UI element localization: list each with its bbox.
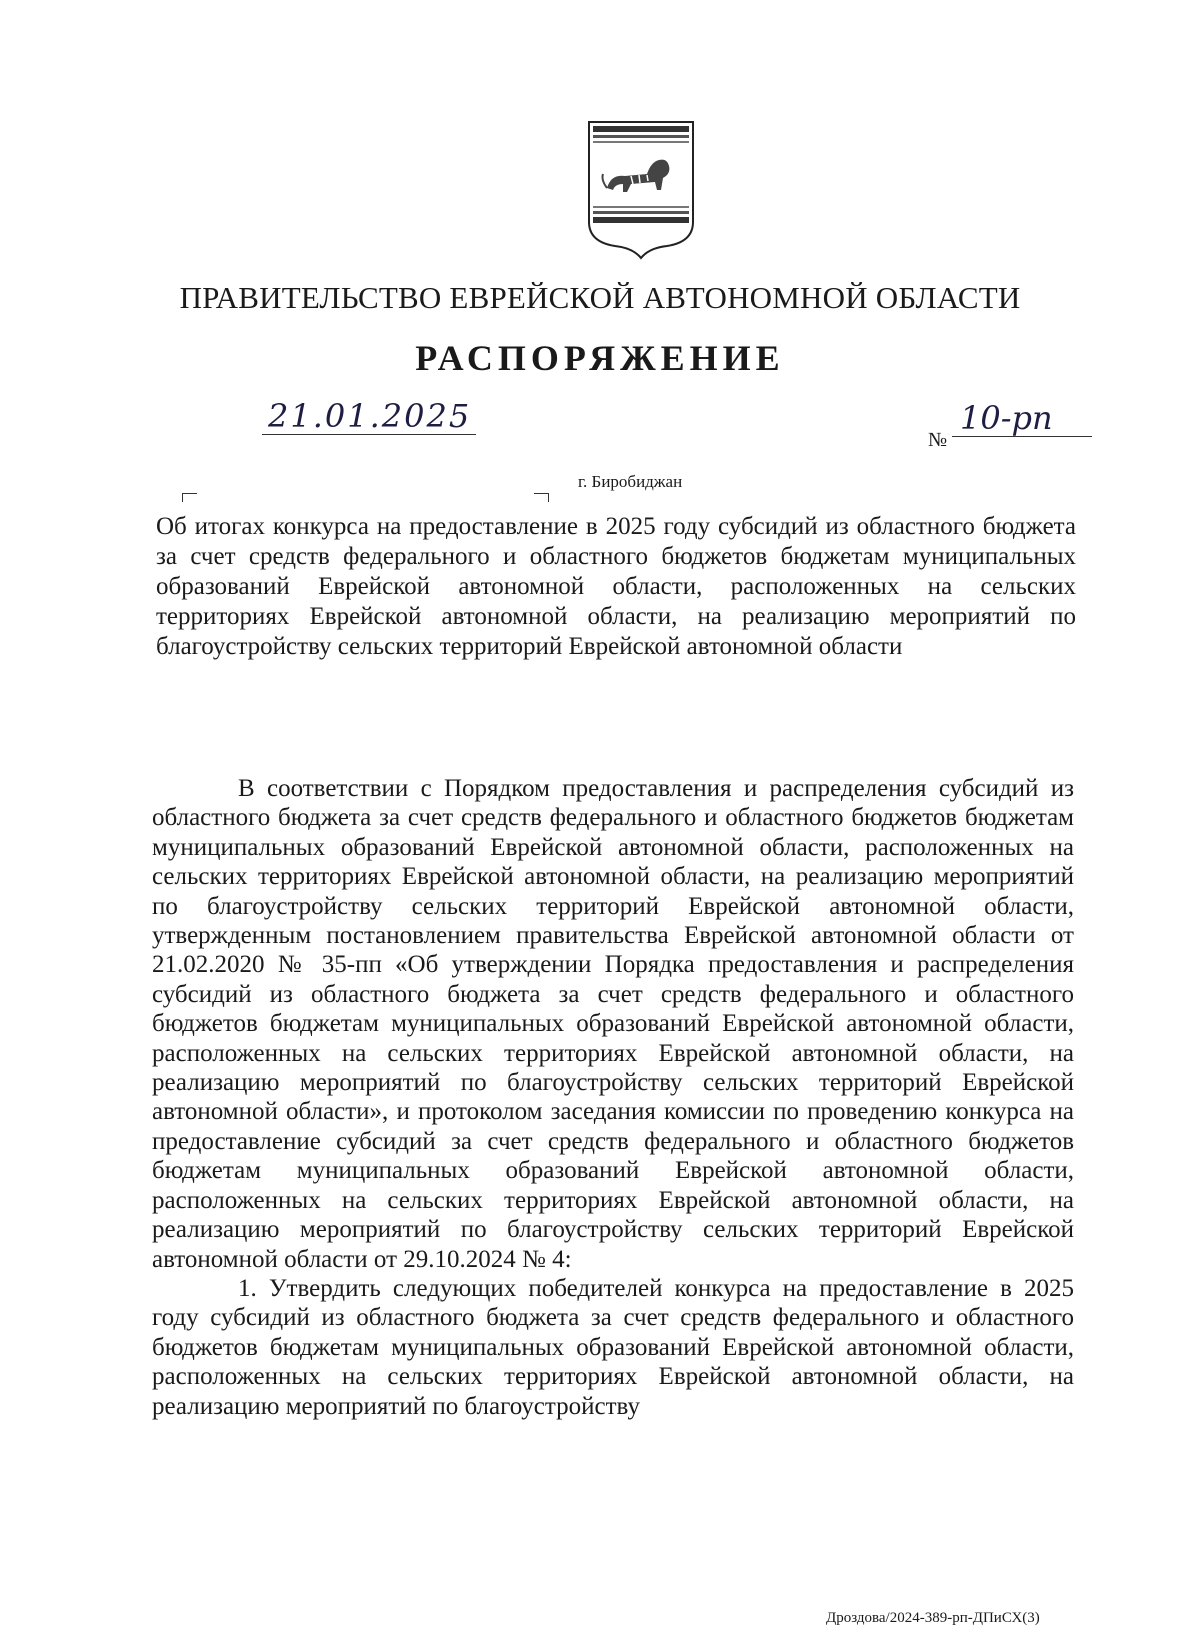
- document-subject: Об итогах конкурса на предоставление в 2025 году субсидий из областного бюджета за счет средств федерального и областного бюджетов бюджетам муниципальных образований Еврейской автономной области, расположенных на сельских территориях Еврейской автономной области, на реализацию мероприятий по благоустройству сельских территорий Еврейской автономной области: [156, 513, 1076, 660]
- footer-reference: Дроздова/2024-389-рп-ДПиСХ(3): [826, 1610, 1040, 1626]
- number-label: №: [928, 429, 948, 451]
- handwritten-date: 21.01.2025: [262, 398, 476, 435]
- subject-bracket-right: [534, 493, 549, 502]
- city-name: г. Биробиджан: [578, 472, 683, 491]
- preamble-paragraph: В соответствии с Порядком предоставления и распределения субсидий из областного бюджета за счет средств федерального и областного бюджетов бюджетам муниципальных образований Еврейской автономной области, расположенных на сельских территориях Еврейской автономной области, на реализацию мероприятий по благоустройству сельских территорий Еврейской автономной области, утвержденным постановлением правительства Еврейской автономной области от 21.02.2020 № 35-пп «Об утверждении Порядка предоставления и распределения субсидий из областного бюджета за счет средств федерального и областного бюджетов бюджетам муниципальных образований Еврейской автономной области, расположенных на сельских территориях Еврейской автономной области, на реализацию мероприятий по благоустройству сельских территорий Еврейской автономной области», и протоколом заседания комиссии по проведению конкурса на предоставление субсидий за счет средств федерального и областного бюджетов бюджетам муниципальных образований Еврейской автономной области, расположенных на сельских территориях Еврейской автономной области, на реализацию мероприятий по благоустройству сельских территорий Еврейской автономной области от 29.10.2024 № 4:: [152, 775, 1074, 1273]
- document-body: [152, 774, 1074, 1421]
- handwritten-document-number: 10-рп: [952, 400, 1092, 437]
- item-1-paragraph: 1. Утвердить следующих победителей конкурса на предоставление в 2025 году субсидий из областного бюджета за счет средств федерального и областного бюджетов бюджетам муниципальных образований Еврейской автономной области, расположенных на сельских территориях Еврейской автономной области, на реализацию мероприятий по благоустройству: [152, 1274, 1074, 1420]
- organization-title: ПРАВИТЕЛЬСТВО ЕВРЕЙСКОЙ АВТОНОМНОЙ ОБЛАСТИ: [179, 280, 1021, 315]
- document-type-heading: РАСПОРЯЖЕНИЕ: [415, 338, 785, 378]
- coat-of-arms-emblem: [585, 118, 697, 260]
- subject-bracket-left: [182, 493, 197, 502]
